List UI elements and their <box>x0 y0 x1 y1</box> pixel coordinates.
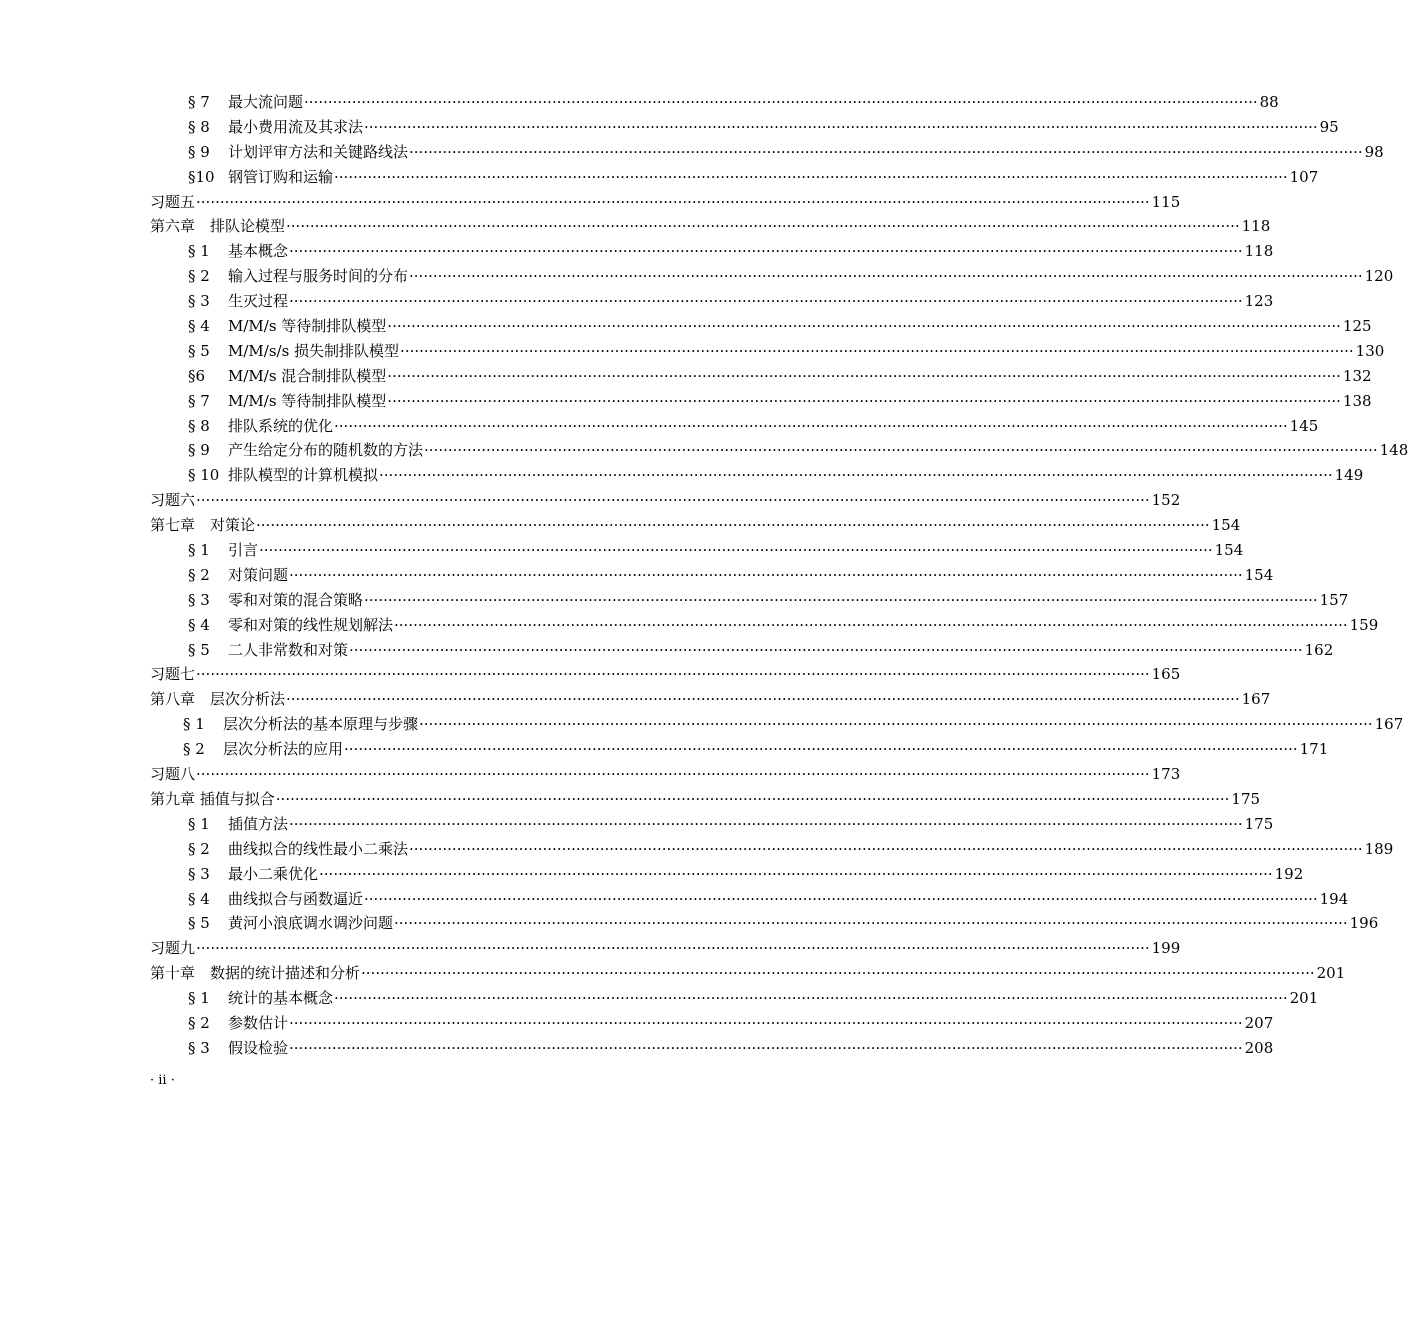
toc-leader-dots: ········································································································································································································ <box>289 814 1243 833</box>
toc-section-row <box>0 115 1339 140</box>
toc-section-row <box>0 438 1408 463</box>
toc-title: M/M/s 混合制排队模型 <box>228 366 387 385</box>
toc-title: 习题五 <box>150 192 196 211</box>
toc-leader-dots: ········································································································································································································ <box>364 889 1318 908</box>
toc-title: 排队系统的优化 <box>228 416 334 435</box>
toc-title: 习题九 <box>150 939 196 958</box>
toc-chapter-row <box>0 488 1181 513</box>
toc-section-number: § 2 <box>188 839 210 858</box>
toc-leader-dots: ········································································································································································································ <box>196 192 1150 211</box>
toc-leader-dots: ········································································································································································································ <box>364 117 1318 136</box>
toc-page-number: 154 <box>1211 516 1241 535</box>
toc-page-number: 154 <box>1214 541 1244 560</box>
toc-page-number: 165 <box>1151 665 1181 684</box>
toc-entry[interactable] <box>188 911 1379 936</box>
toc-page-number: 196 <box>1349 914 1379 933</box>
toc-section-row <box>0 837 1394 862</box>
toc-section-number: § 2 <box>183 740 205 759</box>
toc-section-number: § 1 <box>188 541 210 560</box>
toc-leader-dots: ········································································································································································································ <box>334 989 1288 1008</box>
toc-leader-dots: ········································································································································································································ <box>387 317 1341 336</box>
toc-leader-dots: ········································································································································································································ <box>409 839 1363 858</box>
toc-section-number: § 3 <box>188 1038 210 1057</box>
toc-section-number: § 5 <box>188 640 210 659</box>
toc-page-number: 149 <box>1334 466 1364 485</box>
toc-title: 零和对策的线性规划解法 <box>228 615 394 634</box>
toc-entry[interactable] <box>150 936 1181 961</box>
toc-chapter-row <box>0 513 1241 538</box>
toc-page-number: 98 <box>1364 142 1384 161</box>
toc-section-row <box>0 887 1349 912</box>
toc-leader-dots: ········································································································································································································ <box>364 590 1318 609</box>
toc-entry[interactable] <box>183 737 1329 762</box>
toc-entry[interactable] <box>188 165 1319 190</box>
toc-section-row <box>0 812 1274 837</box>
toc-entry[interactable] <box>188 563 1274 588</box>
toc-title: 零和对策的混合策略 <box>228 590 364 609</box>
toc-entry[interactable] <box>188 389 1372 414</box>
toc-page-number: 125 <box>1342 317 1372 336</box>
toc-title: 假设检验 <box>228 1038 289 1057</box>
toc-page-number: 154 <box>1244 565 1274 584</box>
toc-leader-dots: ········································································································································································································ <box>289 292 1243 311</box>
toc-leader-dots: ········································································································································································································ <box>275 789 1230 808</box>
toc-page-number: 95 <box>1319 117 1339 136</box>
toc-section-row <box>0 588 1349 613</box>
toc-entry[interactable] <box>150 214 1271 239</box>
toc-section-row <box>0 986 1319 1011</box>
toc-title: 引言 <box>228 541 259 560</box>
toc-entry[interactable] <box>150 662 1181 687</box>
toc-leader-dots: ········································································································································································································ <box>256 516 1210 535</box>
toc-section-row <box>0 165 1319 190</box>
toc-entry[interactable] <box>150 961 1346 986</box>
toc-section-number: § 1 <box>188 242 210 261</box>
toc-section-number: § 1 <box>188 814 210 833</box>
toc-section-row <box>0 414 1319 439</box>
toc-section-number: § 2 <box>188 1013 210 1032</box>
toc-leader-dots: ········································································································································································································ <box>379 466 1333 485</box>
toc-entry[interactable] <box>188 264 1394 289</box>
toc-chapter-row <box>0 214 1271 239</box>
toc-entry[interactable] <box>188 638 1334 663</box>
toc-chapter-row <box>0 936 1181 961</box>
toc-section-number: § 4 <box>188 317 210 336</box>
toc-section-row <box>0 389 1372 414</box>
toc-entry[interactable] <box>150 687 1271 712</box>
toc-entry[interactable] <box>188 115 1339 140</box>
toc-title: 第七章 对策论 <box>150 516 256 535</box>
toc-page-number: 207 <box>1244 1013 1274 1032</box>
toc-page-number: 138 <box>1342 391 1372 410</box>
toc-entry[interactable] <box>188 364 1372 389</box>
toc-section-row <box>0 314 1372 339</box>
toc-title: 层次分析法的基本原理与步骤 <box>223 715 419 734</box>
toc-title: 最小二乘优化 <box>228 864 319 883</box>
toc-title: 输入过程与服务时间的分布 <box>228 267 409 286</box>
toc-section-number: § 8 <box>188 117 210 136</box>
toc-section-row <box>0 289 1274 314</box>
toc-leader-dots: ········································································································································································································ <box>344 740 1298 759</box>
toc-leader-dots: ········································································································································································································ <box>196 939 1150 958</box>
toc-section-number: § 4 <box>188 889 210 908</box>
toc-page-number: 118 <box>1244 242 1274 261</box>
toc-leader-dots: ········································································································································································································ <box>319 864 1273 883</box>
toc-entry[interactable] <box>188 414 1319 439</box>
toc-chapter-row <box>0 662 1181 687</box>
toc-title: 统计的基本概念 <box>228 989 334 1008</box>
toc-entry[interactable] <box>188 239 1274 264</box>
toc-page-number: 148 <box>1379 441 1408 460</box>
toc-section-number: § 3 <box>188 590 210 609</box>
toc-section-row <box>0 862 1304 887</box>
toc-title: 习题八 <box>150 765 196 784</box>
toc-section-number: § 3 <box>188 292 210 311</box>
toc-section-row <box>0 364 1372 389</box>
toc-title: 产生给定分布的随机数的方法 <box>228 441 424 460</box>
toc-section-number: § 7 <box>188 93 210 111</box>
toc-title: 第九章 插值与拟合 <box>150 789 275 808</box>
toc-section-number: § 4 <box>188 615 210 634</box>
toc-page-number: 132 <box>1342 366 1372 385</box>
toc-leader-dots: ········································································································································································································ <box>196 491 1150 510</box>
toc-title: M/M/s/s 损失制排队模型 <box>228 341 400 360</box>
toc-leader-dots: ········································································································································································································ <box>394 615 1348 634</box>
toc-section-number: § 10 <box>188 466 220 485</box>
toc-entry[interactable] <box>188 986 1319 1011</box>
toc-section-row <box>0 538 1244 563</box>
toc-leader-dots: ········································································································································································································ <box>196 665 1150 684</box>
toc-page-number: 192 <box>1274 864 1304 883</box>
toc-section-row <box>0 712 1404 737</box>
toc-page-number: 152 <box>1151 491 1181 510</box>
toc-entry[interactable] <box>188 613 1379 638</box>
toc-page-number: 130 <box>1355 341 1385 360</box>
toc-entry[interactable] <box>188 140 1384 165</box>
toc-leader-dots: ········································································································································································································ <box>424 441 1378 460</box>
toc-title: 第八章 层次分析法 <box>150 690 286 709</box>
toc-page-number: 194 <box>1319 889 1349 908</box>
toc-leader-dots: ········································································································································································································ <box>289 1038 1243 1057</box>
toc-section-row <box>0 1036 1274 1061</box>
toc-page-number: 171 <box>1299 740 1329 759</box>
toc-leader-dots: ········································································································································································································ <box>349 640 1303 659</box>
toc-page-number: 208 <box>1244 1038 1274 1057</box>
toc-page-number: 159 <box>1349 615 1379 634</box>
toc-chapter-row <box>0 762 1181 787</box>
toc-title: M/M/s 等待制排队模型 <box>228 391 387 410</box>
toc-leader-dots: ········································································································································································································ <box>289 1013 1243 1032</box>
toc-title: 习题七 <box>150 665 196 684</box>
toc-page-number: 115 <box>1151 192 1181 211</box>
toc-page-number: 120 <box>1364 267 1394 286</box>
toc-title: 黄河小浪底调水调沙问题 <box>228 914 394 933</box>
toc-entry[interactable] <box>188 339 1385 364</box>
toc-entry[interactable] <box>188 812 1274 837</box>
toc-leader-dots: ········································································································································································································ <box>409 267 1363 286</box>
toc-title: 钢管订购和运输 <box>228 167 334 186</box>
toc-leader-dots: ········································································································································································································ <box>387 391 1341 410</box>
toc-section-row <box>0 264 1394 289</box>
toc-entry[interactable] <box>188 862 1304 887</box>
toc-title: 对策问题 <box>228 565 289 584</box>
toc-chapter-row <box>0 961 1346 986</box>
toc-chapter-row <box>0 687 1271 712</box>
toc-leader-dots: ········································································································································································································ <box>286 217 1240 236</box>
toc-page-number: 145 <box>1289 416 1319 435</box>
toc-section-number: § 1 <box>188 989 210 1008</box>
toc-entry[interactable] <box>150 190 1181 215</box>
toc-section-number: § 5 <box>188 914 210 933</box>
toc-page-number: 199 <box>1151 939 1181 958</box>
toc-leader-dots: ········································································································································································································ <box>196 765 1150 784</box>
toc-section-number: § 8 <box>188 416 210 435</box>
toc-title: 曲线拟合与函数逼近 <box>228 889 364 908</box>
table-of-contents <box>0 90 1408 1061</box>
toc-page-number: 157 <box>1319 590 1349 609</box>
toc-title: 参数估计 <box>228 1013 289 1032</box>
toc-section-row <box>0 463 1364 488</box>
toc-leader-dots: ········································································································································································································ <box>289 242 1243 261</box>
toc-page-number: 167 <box>1374 715 1404 734</box>
toc-page-number: 167 <box>1241 690 1271 709</box>
toc-page-number: 162 <box>1304 640 1334 659</box>
toc-section-row <box>0 90 1279 115</box>
toc-section-number: §10 <box>188 167 215 186</box>
toc-entry[interactable] <box>188 438 1408 463</box>
toc-title: 第六章 排队论模型 <box>150 217 286 236</box>
toc-entry[interactable] <box>188 289 1274 314</box>
toc-title: 计划评审方法和关键路线法 <box>228 142 409 161</box>
toc-title: 最小费用流及其求法 <box>228 117 364 136</box>
toc-section-row <box>0 638 1334 663</box>
toc-entry[interactable] <box>150 513 1241 538</box>
toc-title: 层次分析法的应用 <box>223 740 344 759</box>
toc-section-number: § 2 <box>188 565 210 584</box>
toc-title: 曲线拟合的线性最小二乘法 <box>228 839 409 858</box>
toc-entry[interactable] <box>150 787 1261 812</box>
toc-page-number: 88 <box>1259 93 1279 111</box>
toc-title: 基本概念 <box>228 242 289 261</box>
toc-leader-dots: ········································································································································································································ <box>334 416 1288 435</box>
toc-page-number: 175 <box>1244 814 1274 833</box>
toc-leader-dots: ········································································································································································································ <box>286 690 1240 709</box>
toc-title: 最大流问题 <box>228 93 304 111</box>
toc-title: M/M/s 等待制排队模型 <box>228 317 387 336</box>
toc-page-number: 123 <box>1244 292 1274 311</box>
toc-section-number: § 9 <box>188 142 210 161</box>
toc-leader-dots: ········································································································································································································ <box>259 541 1213 560</box>
toc-entry[interactable] <box>188 1036 1274 1061</box>
toc-section-number: § 9 <box>188 441 210 460</box>
toc-page-number: 118 <box>1241 217 1271 236</box>
toc-page-number: 189 <box>1364 839 1394 858</box>
toc-entry[interactable] <box>188 314 1372 339</box>
toc-section-number: § 2 <box>188 267 210 286</box>
page-number-footer: · ii · <box>150 1073 175 1088</box>
toc-chapter-row <box>0 190 1181 215</box>
toc-section-number: § 5 <box>188 341 210 360</box>
toc-leader-dots: ········································································································································································································ <box>409 142 1363 161</box>
toc-section-number: § 3 <box>188 864 210 883</box>
toc-section-number: § 1 <box>183 715 205 734</box>
toc-section-row <box>0 339 1385 364</box>
toc-leader-dots: ········································································································································································································ <box>304 93 1258 111</box>
toc-section-number: § 7 <box>188 391 210 410</box>
toc-entry[interactable] <box>188 538 1244 563</box>
toc-section-number: §6 <box>188 366 206 385</box>
toc-title: 排队模型的计算机模拟 <box>228 466 379 485</box>
toc-leader-dots: ········································································································································································································ <box>394 914 1348 933</box>
toc-entry[interactable] <box>188 1011 1274 1036</box>
toc-title: 插值方法 <box>228 814 289 833</box>
toc-section-row <box>0 737 1329 762</box>
toc-leader-dots: ········································································································································································································ <box>419 715 1373 734</box>
toc-entry[interactable] <box>188 588 1349 613</box>
toc-page-number: 173 <box>1151 765 1181 784</box>
toc-entry[interactable] <box>150 488 1181 513</box>
toc-entry[interactable] <box>188 887 1349 912</box>
toc-page-number: 107 <box>1289 167 1319 186</box>
toc-section-row <box>0 1011 1274 1036</box>
toc-leader-dots: ········································································································································································································ <box>289 565 1243 584</box>
toc-leader-dots: ········································································································································································································ <box>400 341 1354 360</box>
toc-section-row <box>0 140 1384 165</box>
toc-page-number: 175 <box>1231 789 1261 808</box>
toc-leader-dots: ········································································································································································································ <box>387 366 1341 385</box>
toc-section-row <box>0 563 1274 588</box>
toc-entry[interactable] <box>150 762 1181 787</box>
toc-page-number: 201 <box>1289 989 1319 1008</box>
toc-title: 习题六 <box>150 491 196 510</box>
toc-section-row <box>0 613 1379 638</box>
toc-page-number: 201 <box>1316 964 1346 983</box>
toc-title: 生灭过程 <box>228 292 289 311</box>
toc-section-row <box>0 911 1379 936</box>
toc-leader-dots: ········································································································································································································ <box>334 167 1288 186</box>
toc-section-row <box>0 239 1274 264</box>
toc-entry[interactable] <box>183 712 1404 737</box>
toc-title: 二人非常数和对策 <box>228 640 349 659</box>
toc-title: 第十章 数据的统计描述和分析 <box>150 964 361 983</box>
toc-entry[interactable] <box>188 463 1364 488</box>
toc-entry[interactable] <box>188 90 1279 115</box>
toc-leader-dots: ········································································································································································································ <box>361 964 1315 983</box>
toc-entry[interactable] <box>188 837 1394 862</box>
toc-chapter-row <box>0 787 1261 812</box>
